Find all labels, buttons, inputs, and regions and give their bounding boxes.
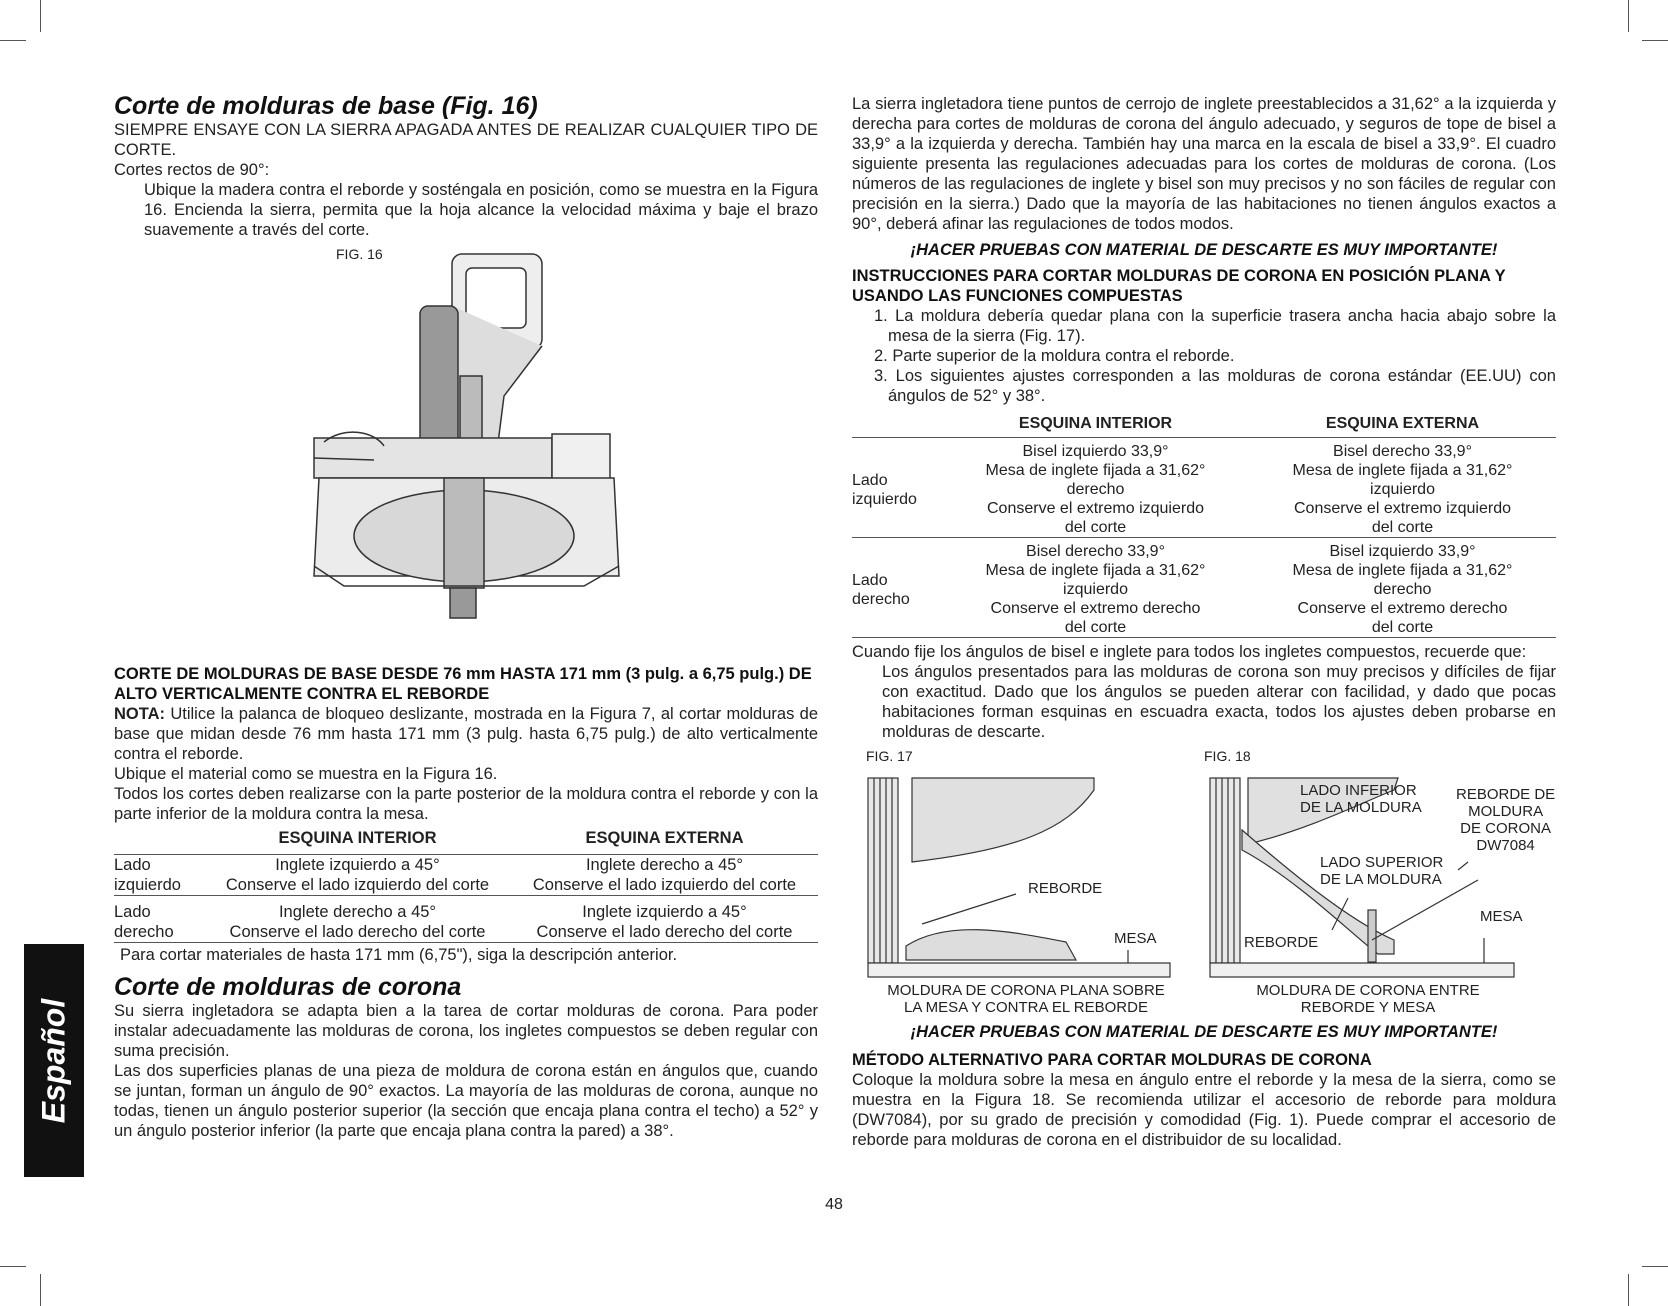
table-cell: Bisel izquierdo 33,9° [1329,543,1476,560]
important-notice: ¡HACER PRUEBAS CON MATERIAL DE DESCARTE ES MUY IMPORTANTE! [910,1023,1498,1041]
table-cell: Conserve el lado derecho del corte [229,923,486,941]
table-header: ESQUINA INTERIOR [1018,415,1173,432]
paragraph: Coloque la moldura sobre la mesa en ángulo entre el reborde y la mesa de la sierra, como se muestra en la Figura 18. Se recomienda utilizar el accesorio de reborde para moldura (DW7084), por su grado de precisión y comodidad (Fig. 1). Puede comprar el accesorio de reborde para molduras de corona en el distribuidor de su localidad. [852,1071,1556,1149]
table-cell: Conserve el extremo izquierdo [1294,500,1511,517]
paragraph: Los ángulos presentados para las molduras de corona son muy precisos y difíciles de fijar con exactitud. Dado que los ángulos se pueden alterar con facilidad, y dado que pocas habitaciones forman esquinas en escuadra exacta, todos los ajustes deben probarse en molduras de descarte. [882,663,1556,741]
crop-mark [0,1266,26,1267]
label-line: REBORDE DE [1456,786,1556,803]
list-item: 2. Parte superior de la moldura contra el reborde. [874,347,1235,365]
crown-molding-table [852,414,1556,638]
page-number: 48 [825,1196,843,1213]
fig18-accessory-label [1456,786,1555,854]
caption-line: REBORDE Y MESA [1300,999,1436,1016]
table-cell: Inglete izquierdo a 45° [275,856,440,874]
section-heading: MÉTODO ALTERNATIVO PARA CORTAR MOLDURAS DE CORONA [852,1051,1372,1069]
paragraph: Las dos superficies planas de una pieza de moldura de corona están en ángulos que, cuando se juntan, forman un ángulo de 90° exactos. La mayoría de las molduras de corona, aunque no todas, tienen un ángulo posterior superior (la sección que encaja plana contra el techo) a 52° y un ángulo posterior inferior (la parte que encaja plana contra la pared) a 38°. [114,1062,818,1140]
fig18-lower-side-label [1300,782,1422,816]
table-cell: del corte [1371,619,1434,636]
base-molding-table [114,828,818,943]
table-cell: del corte [1371,519,1434,536]
row-label: izquierdo [852,490,917,508]
table-cell: Bisel derecho 33,9° [1333,443,1472,460]
table-row [852,538,1556,638]
table-cell: Conserve el extremo izquierdo [987,500,1204,517]
table-cell: Inglete derecho a 45° [278,903,437,921]
table-cell: del corte [1064,519,1127,536]
row-label: Lado [114,856,151,874]
table-cell: Mesa de inglete fijada a 31,62° [1292,562,1513,579]
fig18-mesa-label: MESA [1480,908,1523,925]
list-item: 3. Los siguientes ajustes corresponden a las molduras de corona estándar (EE.UU) con ángulos de 52° y 38°. [874,367,1556,405]
section-title: Corte de molduras de base (Fig. 16) [114,92,538,120]
left-column [114,92,818,1141]
table-header: ESQUINA INTERIOR [278,829,437,847]
figure-label: FIG. 18 [1204,748,1251,764]
table-cell: Mesa de inglete fijada a 31,62° [985,462,1206,479]
fig17-reborde-label: REBORDE [1028,880,1103,897]
table-row [852,438,1556,538]
table-cell: Inglete derecho a 45° [585,856,744,874]
note-paragraph [114,704,818,764]
label-line: LADO SUPERIOR [1320,854,1444,871]
warning-text: SIEMPRE ENSAYE CON LA SIERRA APAGADA ANTES DE REALIZAR CUALQUIER TIPO DE CORTE. [114,121,818,159]
table-cell: Conserve el extremo derecho [1297,600,1508,617]
crop-mark [1628,0,1629,32]
table-cell: del corte [1064,619,1127,636]
fig18-caption [1208,982,1528,1016]
caption-line: MOLDURA DE CORONA ENTRE [1256,982,1480,999]
figure-16 [114,246,818,656]
table-header: ESQUINA EXTERNA [585,829,744,847]
paragraph: Cuando fije los ángulos de bisel e inglete para todos los ingletes compuestos, recuerde que: [852,643,1527,661]
table-row [114,855,818,896]
row-label: izquierdo [114,876,181,894]
figures-17-18 [852,748,1556,1016]
crop-mark [1642,40,1668,41]
caption-line: LA MESA Y CONTRA EL REBORDE [904,999,1148,1016]
figure-17-diagram [866,770,1206,980]
table-cell: Bisel derecho 33,9° [1026,543,1165,560]
fig18-reborde-label: REBORDE [1244,934,1319,951]
table-cell: Mesa de inglete fijada a 31,62° [1292,462,1513,479]
table-header: ESQUINA EXTERNA [1325,415,1480,432]
paragraph: Ubique la madera contra el reborde y sosténgala en posición, como se muestra en la Figura 16. Encienda la sierra, permita que la hoja alcance la velocidad máxima y baje el brazo suavemente a través del corte. [144,181,818,239]
table-cell: Conserve el extremo derecho [990,600,1201,617]
miter-saw-illustration [114,246,818,656]
table-cell: Bisel izquierdo 33,9° [1022,443,1169,460]
label-line: LADO INFERIOR [1300,782,1417,799]
table-cell: derecho [1373,581,1432,598]
paragraph: Su sierra ingletadora se adapta bien a la tarea de cortar molduras de corona. Para poder instalar adecuadamente las molduras de corona, los ingletes compuestos se deben regular con suma precisión. [114,1002,818,1060]
label-line: DE CORONA [1460,820,1552,837]
label-line: DW7084 [1476,837,1535,854]
table-cell: Inglete izquierdo a 45° [582,903,747,921]
label-line: DE LA MOLDURA [1300,799,1422,816]
paragraph: Cortes rectos de 90°: [114,161,270,179]
list-item: 1. La moldura debería quedar plana con la superficie trasera ancha hacia abajo sobre la mesa de la sierra (Fig. 17). [874,307,1556,345]
row-label: derecho [114,923,174,941]
table-row [114,896,818,943]
table-cell: Conserve el lado izquierdo del corte [532,876,797,894]
crop-mark [1642,1266,1668,1267]
section-title: Corte de molduras de corona [114,973,462,1001]
paragraph: La sierra ingletadora tiene puntos de cerrojo de inglete preestablecidos a 31,62° a la izquierda y derecha para cortes de molduras de corona del ángulo adecuado, y seguros de tope de bisel a 33,9° a la izquierda y derecha. También hay una marca en la escala de bisel a 33,9°. El cuadro siguiente presenta las regulaciones adecuadas para los cortes de molduras de corona. (Los números de las regulaciones de inglete y bisel son muy precisos y no son fáciles de regular con precisión en la sierra.) Dado que la mayoría de las habitaciones no tienen ángulos exactos a 90°, deberá afinar las regulaciones de todos modos. [852,95,1556,233]
row-label: Lado [114,903,151,921]
section-heading: INSTRUCCIONES PARA CORTAR MOLDURAS DE CORONA EN POSICIÓN PLANA Y USANDO LAS FUNCIONES COMPUESTAS [852,267,1506,305]
row-label: Lado [852,571,888,589]
paragraph: Ubique el material como se muestra en la Figura 16. [114,765,498,783]
section-heading: CORTE DE MOLDURAS DE BASE DESDE 76 mm HASTA 171 mm (3 pulg. a 6,75 pulg.) DE ALTO VERTICALMENTE CONTRA EL REBORDE [114,665,812,703]
crop-mark [40,0,41,32]
figure-label: FIG. 16 [336,246,383,262]
table-cell: izquierdo [1370,481,1435,498]
paragraph: Todos los cortes deben realizarse con la parte posterior de la moldura contra el reborde y con la parte inferior de la moldura contra la mesa. [114,785,818,823]
table-cell: Conserve el lado derecho del corte [536,923,793,941]
table-cell: derecho [1066,481,1125,498]
crop-mark [1628,1274,1629,1306]
fig17-caption [866,982,1186,1016]
important-notice: ¡HACER PRUEBAS CON MATERIAL DE DESCARTE ES MUY IMPORTANTE! [910,241,1498,259]
crop-mark [40,1274,41,1306]
table-cell: Mesa de inglete fijada a 31,62° [985,562,1206,579]
fig18-upper-side-label [1320,854,1443,888]
table-cell: Conserve el lado izquierdo del corte [225,876,490,894]
row-label: derecho [852,590,910,608]
language-tab: Español [24,944,84,1177]
right-column [852,94,1556,1150]
label-line: DE LA MOLDURA [1320,871,1442,888]
table-note: Para cortar materiales de hasta 171 mm (6,75"), siga la descripción anterior. [120,946,678,964]
note-label: NOTA: [114,705,166,723]
row-label: Lado [852,471,888,489]
caption-line: MOLDURA DE CORONA PLANA SOBRE [887,982,1165,999]
fig17-mesa-label: MESA [1114,930,1157,947]
table-cell: izquierdo [1063,581,1128,598]
note-text: Utilice la palanca de bloqueo deslizante, mostrada en la Figura 7, al cortar molduras de base que midan desde 76 mm hasta 171 mm (3 pulg. hasta 6,75 pulg.) de alto verticalmente contra el reborde. [114,705,818,763]
crop-mark [0,40,26,41]
label-line: MOLDURA [1468,803,1544,820]
figure-label: FIG. 17 [866,748,913,764]
